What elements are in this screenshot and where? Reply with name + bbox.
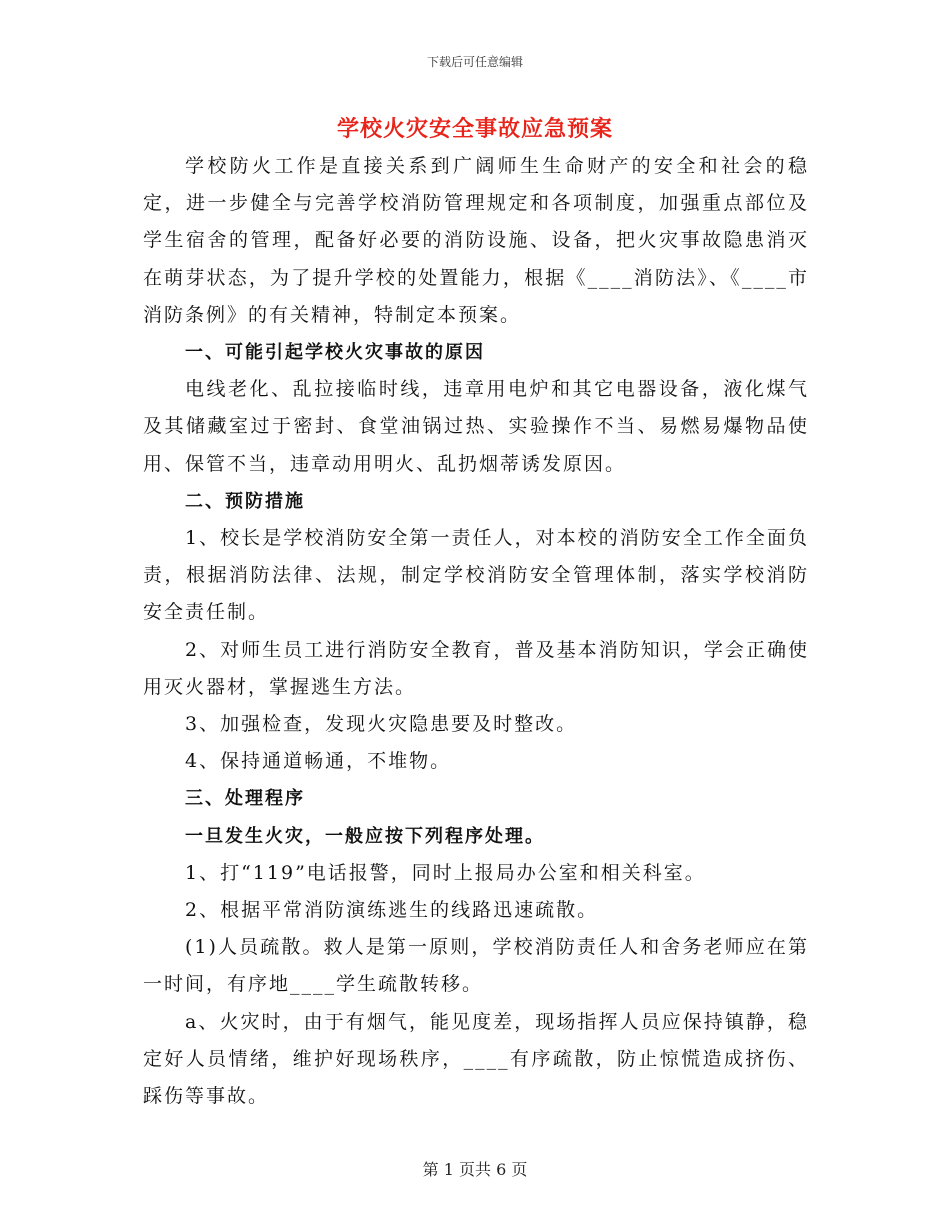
prevention-item-4: 4、保持通道畅通，不堆物。	[185, 750, 452, 773]
prevention-item-2: 2、对师生员工进行消防安全教育，普及基本消防知识，学会正确使用灭火器材，掌握逃生方法。	[143, 638, 809, 698]
section-heading-prevention: 二、预防措施	[185, 490, 305, 512]
prevention-item-1: 1、校长是学校消防安全第一责任人，对本校的消防安全工作全面负责，根据消防法律、法规，制定学校消防安全管理体制，落实学校消防安全责任制。	[143, 527, 809, 624]
section-heading-procedure: 三、处理程序	[185, 788, 305, 810]
prevention-item-3: 3、加强检查，发现火灾隐患要及时整改。	[185, 713, 578, 736]
intro-paragraph: 学校防火工作是直接关系到广阔师生生命财产的安全和社会的稳定，进一步健全与完善学校消防管理规定和各项制度，加强重点部位及学生宿舍的管理，配备好必要的消防设施、设备，把火灾事故隐患消灭在萌芽状态，为了提升学校的处置能力，根据《____消防法》、《____市消防条例》的有关精神，特制定本预案。	[143, 155, 809, 326]
procedure-step-2: 2、根据平常消防演练逃生的线路迅速疏散。	[185, 899, 599, 922]
procedure-step-evacuation-a: a、火灾时，由于有烟气，能见度差，现场指挥人员应保持镇静，稳定好人员情绪，维护好现场秩序，____有序疏散，防止惊慌造成挤伤、踩伤等事故。	[143, 1010, 809, 1108]
page-footer: 第 1 页共 6 页	[422, 1160, 528, 1179]
procedure-step-evacuation: (1)人员疏散。救人是第一原则，学校消防责任人和舍务老师应在第一时间，有序地____学生疏散转移。	[143, 936, 809, 996]
procedure-subheading: 一旦发生火灾，一般应按下列程序处理。	[185, 825, 545, 847]
document-body	[143, 148, 809, 1115]
procedure-step-1: 1、打“119”电话报警，同时上报局办公室和相关科室。	[185, 861, 706, 884]
header-note: 下载后可任意编辑	[426, 55, 523, 69]
document-title: 学校火灾安全事故应急预案	[336, 117, 613, 142]
causes-paragraph: 电线老化、乱拉接临时线，违章用电炉和其它电器设备，液化煤气及其储藏室过于密封、食堂油锅过热、实验操作不当、易燃易爆物品使用、保管不当，违章动用明火、乱扔烟蒂诱发原因。	[143, 378, 809, 475]
section-heading-causes: 一、可能引起学校火灾事故的原因	[185, 342, 485, 364]
